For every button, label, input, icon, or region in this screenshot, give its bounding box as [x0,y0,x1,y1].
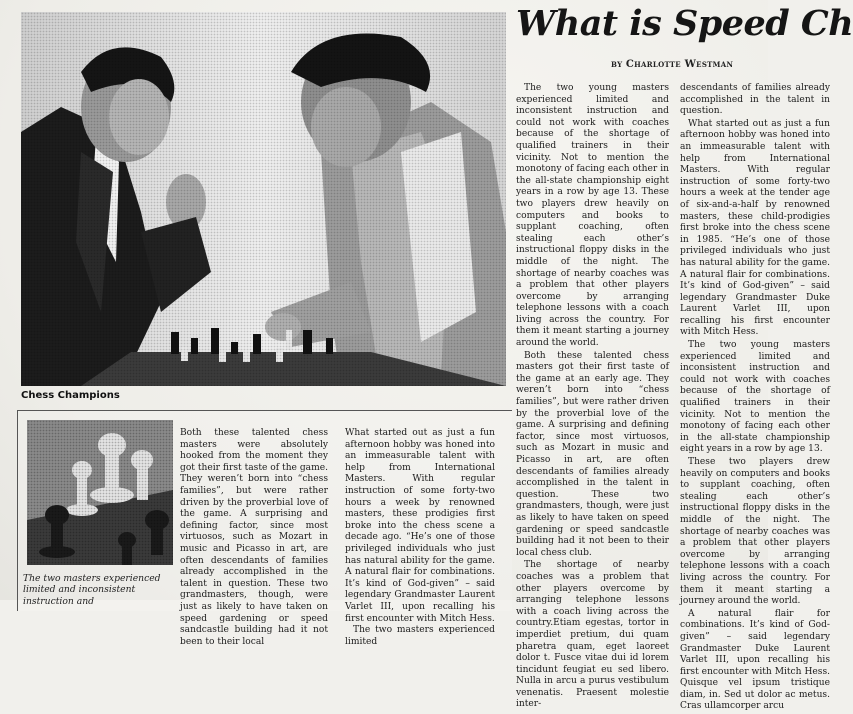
inset-caption: The two masters experienced limited and inconsistent instruction and [23,573,161,607]
chess-pieces-illustration [27,420,173,565]
byline-prefix: by [611,59,623,70]
paragraph: Both these talented chess masters got their first taste of the game at an early age. They weren’t born into “chess families”, but were rather driven by the proverbial love of the game. A surprising and defining factor, since most virtuosos, such as Mozart in music and Picasso in art, are often descendants of families already accomplished in the talent in question. These two grandmasters, though, were just as likely to have taken on speed gardening or speed sandcastle building had it not been to their local chess club. [516,350,669,558]
paragraph: What started out as just a fun afternoon hobby was honed into an immeasurable talent with help from International Masters. With regular instruction of some forty-two hours a week by renowned masters, these prodigies first broke into the chess scene a decade ago. “He’s one of those privileged individuals who just has natural ability for the game. A natural flair for combinations. It’s kind of God-given” – said legendary Grandmaster Laurent Varlet III, upon recalling his first encounter with Mitch Hess. [345,428,495,624]
paragraph: The two young masters experienced limited and inconsistent instruction and could not work with coaches because of the shortage of qualified trainers in their vicinity. Not to mention the monotony of facing each other in the all-state championship eight years in a row by age 13. [680,340,830,455]
inset-photo-chess-pieces [27,420,173,565]
inset-column-2 [345,428,495,648]
article-headline: What is Speed Ch [516,3,853,44]
main-photo-caption: Chess Champions [21,390,120,401]
paragraph: These two players drew heavily on computers and books to supplant coaching, often stealing each other’s instructional floppy disks in the middle of the night. The shortage of nearby coaches was a problem that other players overcome by arranging telephone lessons with a coach living across the country. For them it meant starting a journey around the world. [680,457,830,607]
byline-author: Charlotte Westman [625,59,734,70]
paragraph: The two young masters experienced limited and inconsistent instruction and could not work with coaches because of the shortage of qualified trainers in their vicinity. Not to mention the monotony of facing each other in the all-state championship eight years in a row by age 13. These two players drew heavily on computers and books to supplant coaching, often stealing each other’s instructional floppy disks in the middle of the night. The shortage of nearby coaches was a problem that other players overcome by arranging telephone lessons with a coach living across the country. For them it meant starting a journey around the world. [516,83,669,349]
paragraph: What started out as just a fun afternoon hobby was honed into an immeasurable talent with help from International Masters. With regular instruction of some forty-two hours a week at the tender age of six-and-a-half by renowned masters, these child-prodigies first broke into the chess scene in 1985. “He’s one of those privileged individuals who just has natural ability for the game. A natural flair for combinations. It’s kind of God-given” – said legendary Grandmaster Duke Laurent Varlet III, upon recalling his first encounter with Mitch Hess. [680,118,830,338]
article-column-1 [516,83,669,712]
article-column-2 [680,83,830,714]
paragraph: The two masters experienced limited [345,625,495,647]
main-photo-chess-players [21,12,506,386]
chess-players-illustration [21,12,506,386]
paragraph: The shortage of nearby coaches was a problem that other players overcome by arranging telephone lessons with a coach living across the country.Etiam egestas, tortor in imperdiet pretium, dui quam pharetra quam, eget laoreet dolor t. Fusce vitae dui id lorem tincidunt feugiat eu sed libero. Nulla in arcu a purus vestibulum venenatis. Praesent molestie inter- [516,560,669,710]
paragraph: A natural flair for combinations. It’s kind of God-given” – said legendary Grandmaster Duke Laurent Varlet III, upon recalling his first encounter with Mitch Hess. Quisque vel ipsum tristique diam, in. Sed ut dolor ac metus. Cras ullamcorper arcu [680,608,830,712]
inset-column-1 [180,428,328,648]
paragraph: descendants of families already accomplished in the talent in question. [680,83,830,117]
article-column-2-clip [680,80,830,712]
paragraph: Both these talented chess masters were absolutely hooked from the moment they got their first taste of the game. They weren’t born into “chess families”, but were rather driven by the proverbial love of the game. A surprising and defining factor, since most virtuosos, such as Mozart in music and Picasso in art, are often descendants of families already accomplished in the talent in question. These two grandmasters, though, were just as likely to have taken on speed gardening or speed sandcastle building had it not been to their local [180,428,328,647]
article-byline [611,59,733,70]
